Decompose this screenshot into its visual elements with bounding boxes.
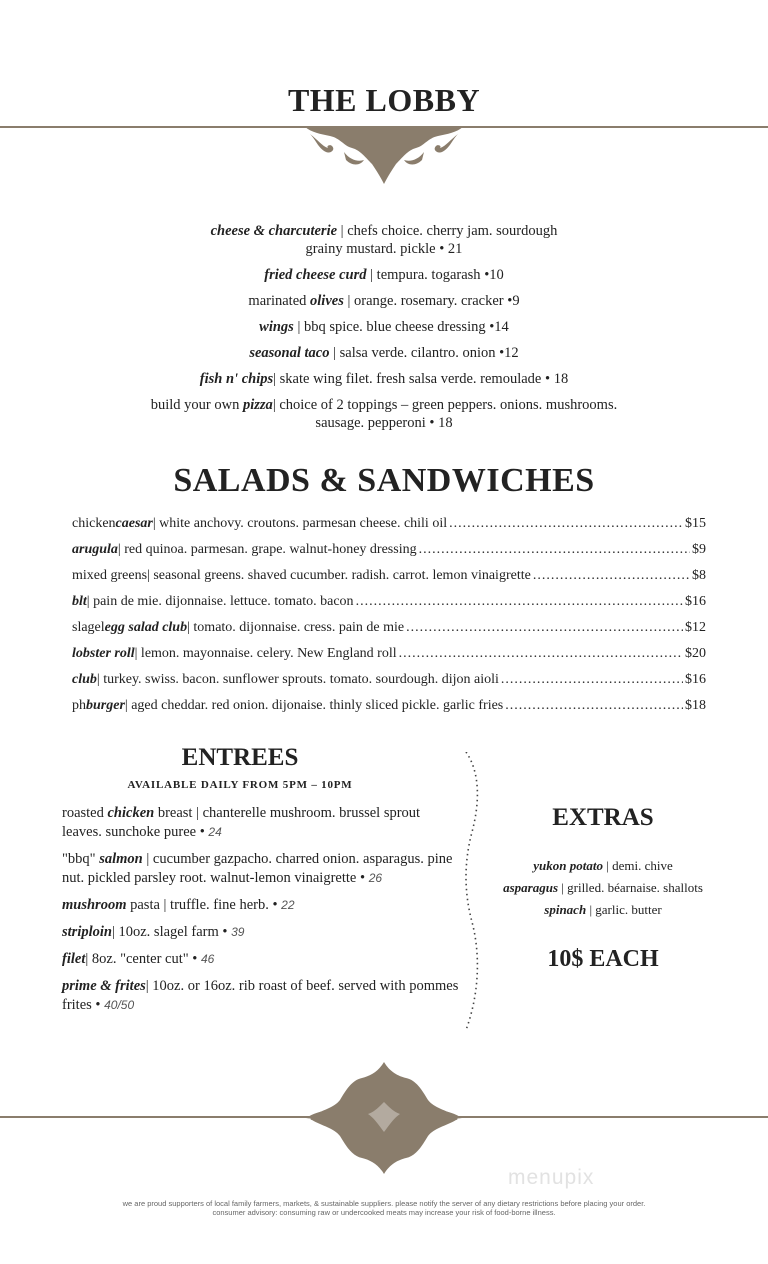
list-item xyxy=(72,594,706,620)
list-item xyxy=(72,646,706,672)
item-desc: | white anchovy. croutons. parmesan cheese. chili oil xyxy=(152,516,448,531)
dotted-divider xyxy=(458,752,488,1032)
item-price: 39 xyxy=(231,925,245,939)
item-desc: | 10oz. slagel farm xyxy=(111,924,219,940)
item-desc: | red quinoa. parmesan. grape. walnut-honey dressing xyxy=(117,542,417,557)
item-price: 46 xyxy=(201,952,215,966)
item-desc: salsa verde. cilantro. onion xyxy=(339,345,496,361)
item-price: $8 xyxy=(692,568,706,583)
item-desc: | 8oz. "center cut" xyxy=(85,951,189,967)
list-item: fried cheese curd | tempura. togarash •10 xyxy=(264,267,504,283)
item-name: lobster roll xyxy=(72,646,135,661)
item-name: blt xyxy=(72,594,87,609)
list-item: build your own pizza| choice of 2 toppings – green peppers. onions. mushrooms. sausage. pepperoni • 18 xyxy=(150,397,618,431)
item-name: spinach xyxy=(544,902,587,917)
item-price: $16 xyxy=(685,594,706,609)
item-price: $16 xyxy=(685,672,706,687)
entrees-menu xyxy=(62,804,462,1023)
list-item: slagel egg salad club | tomato. dijonnaise. cress. pain de mie ..... $12 xyxy=(72,620,706,646)
dot-leader xyxy=(399,646,683,662)
footer-line: consumer advisory: consuming raw or undercooked meats may increase your risk of food-borne illness. xyxy=(212,1208,556,1217)
item-desc: orange. rosemary. cracker xyxy=(354,293,504,309)
dot-leader xyxy=(356,594,683,610)
list-item: roasted chicken breast | chanterelle mushroom. brussel sprout leaves. sunchoke puree • 24 xyxy=(62,805,421,840)
item-desc: | tomato. dijonnaise. cress. pain de mie xyxy=(187,620,405,635)
item-price: • 21 xyxy=(439,241,463,257)
item-name: striploin xyxy=(62,924,112,940)
item-desc: | garlic. butter xyxy=(586,902,662,917)
list-item: "bbq" salmon | cucumber gazpacho. charred onion. asparagus. pine nut. pickled parsley root. walnut-lemon vinaigrette • 26 xyxy=(62,851,453,886)
item-name: olives xyxy=(310,293,344,309)
item-name: fish n' chips xyxy=(199,371,274,387)
dot-leader xyxy=(501,672,683,688)
list-item: filet| 8oz. "center cut" • 46 xyxy=(62,951,215,967)
item-desc: chefs choice. cherry jam. sourdough xyxy=(347,223,558,239)
item-name: burger xyxy=(86,698,125,713)
item-name: yukon potato xyxy=(533,858,603,873)
item-price: 22 xyxy=(281,898,295,912)
extras-title: EXTRAS xyxy=(552,804,654,831)
item-price: 26 xyxy=(368,871,383,885)
item-desc: bbq spice. blue cheese dressing xyxy=(304,319,486,335)
item-name: arugula xyxy=(72,542,118,557)
item-name: asparagus xyxy=(503,880,559,895)
item-desc: tempura. togarash xyxy=(376,267,481,283)
list-item xyxy=(72,672,706,698)
item-desc: | turkey. swiss. bacon. sunflower sprouts. tomato. sourdough. dijon aioli xyxy=(96,672,499,687)
item-name: seasonal taco xyxy=(249,345,330,361)
salads-menu xyxy=(72,516,706,724)
extras-menu xyxy=(488,858,718,924)
item-name: fried cheese curd xyxy=(264,267,367,283)
item-price: •14 xyxy=(485,319,509,335)
list-item: striploin| 10oz. slagel farm • 39 xyxy=(62,924,245,940)
list-item: fish n' chips| skate wing filet. fresh salsa verde. remoulade • 18 xyxy=(199,371,569,387)
list-item xyxy=(488,880,718,896)
item-desc: | aged cheddar. red onion. dijonaise. thinly sliced pickle. garlic fries xyxy=(124,698,504,713)
item-desc: | 10oz. or 16oz. rib roast of beef. served with pommes frites xyxy=(62,978,459,1013)
item-name: club xyxy=(72,672,97,687)
item-desc: | pain de mie. dijonnaise. lettuce. tomato. bacon xyxy=(86,594,354,609)
item-name: pizza xyxy=(242,397,273,413)
lobby-title: THE LOBBY xyxy=(287,82,481,118)
list-item: seasonal taco | salsa verde. cilantro. onion •12 xyxy=(249,345,519,361)
list-item xyxy=(488,858,718,874)
extras-price: 10$ EACH xyxy=(547,946,659,972)
list-item: marinated olives | orange. rosemary. cracker •9 xyxy=(248,293,520,309)
item-desc: | grilled. béarnaise. shallots xyxy=(558,880,703,895)
item-name: mushroom xyxy=(62,897,127,913)
list-item: wings | bbq spice. blue cheese dressing •14 xyxy=(259,319,509,335)
item-price: $9 xyxy=(692,542,706,557)
list-item: ph burger | aged cheddar. red onion. dijonaise. thinly sliced pickle. garlic fries ..... $18 xyxy=(72,698,706,724)
item-price: 24 xyxy=(208,825,222,839)
item-desc: | lemon. mayonnaise. celery. New England roll xyxy=(134,646,397,661)
baroque-ornament-icon xyxy=(300,126,468,184)
entrees-availability: AVAILABLE DAILY FROM 5PM – 10PM xyxy=(127,779,353,791)
watermark: menupix xyxy=(508,1166,595,1189)
list-item: prime & frites| 10oz. or 16oz. rib roast of beef. served with pommes frites • 40/50 xyxy=(62,978,459,1013)
item-price: •12 xyxy=(499,345,519,361)
item-price: $18 xyxy=(685,698,706,713)
item-price: • 18 xyxy=(545,371,569,387)
baroque-medallion-icon xyxy=(306,1062,462,1174)
item-price: •9 xyxy=(507,293,520,309)
list-item: cheese & charcuterie | chefs choice. cherry jam. sourdough grainy mustard. pickle • 21 xyxy=(210,223,558,257)
list-item xyxy=(488,902,718,918)
item-desc: | cucumber gazpacho. charred onion. asparagus. pine nut. pickled parsley root. walnut-lemon vinaigrette xyxy=(62,851,453,886)
salads-title: SALADS & SANDWICHES xyxy=(173,462,595,499)
item-desc-cont: sausage. pepperoni xyxy=(315,415,426,431)
item-name: prime & frites xyxy=(62,978,146,994)
dot-leader xyxy=(533,568,690,584)
item-desc: | demi. chive xyxy=(602,858,673,873)
item-name: caesar xyxy=(115,516,153,531)
item-desc: pasta | truffle. fine herb. xyxy=(126,897,269,913)
item-price: $20 xyxy=(685,646,706,661)
item-name: egg salad club xyxy=(104,620,188,635)
list-item: mixed greens | seasonal greens. shaved cucumber. radish. carrot. lemon vinaigrette ..... $8 xyxy=(72,568,706,594)
list-item: mushroom pasta | truffle. fine herb. • 22 xyxy=(62,897,295,913)
list-item xyxy=(72,542,706,568)
item-desc: | seasonal greens. shaved cucumber. radish. carrot. lemon vinaigrette xyxy=(147,568,531,583)
dot-leader xyxy=(419,542,690,558)
list-item: chicken caesar | white anchovy. croutons. parmesan cheese. chili oil ..... $15 xyxy=(72,516,706,542)
item-name: salmon xyxy=(99,851,143,867)
item-desc-cont: grainy mustard. pickle xyxy=(305,241,436,257)
item-desc: breast | chanterelle mushroom. brussel sprout leaves. sunchoke puree xyxy=(62,805,421,840)
footer-line: we are proud supporters of local family farmers, markets, & sustainable suppliers. please notify the server of any dietary restrictions before placing your order. xyxy=(122,1199,646,1208)
item-price: $12 xyxy=(685,620,706,635)
item-name: chicken xyxy=(107,805,155,821)
item-name: filet xyxy=(62,951,86,967)
lobby-menu xyxy=(84,222,684,440)
item-name: wings xyxy=(259,319,294,335)
item-price: •10 xyxy=(484,267,504,283)
dot-leader xyxy=(406,620,683,636)
dot-leader xyxy=(449,516,683,532)
item-name: cheese & charcuterie xyxy=(210,223,338,239)
item-desc: choice of 2 toppings – green peppers. onions. mushrooms. xyxy=(279,397,618,413)
item-price: $15 xyxy=(685,516,706,531)
entrees-title: ENTREES xyxy=(181,744,299,771)
footer-note xyxy=(80,1199,688,1217)
item-price: • 18 xyxy=(429,415,453,431)
item-price: 40/50 xyxy=(104,998,135,1012)
item-desc: skate wing filet. fresh salsa verde. remoulade xyxy=(279,371,542,387)
dot-leader xyxy=(505,698,683,714)
